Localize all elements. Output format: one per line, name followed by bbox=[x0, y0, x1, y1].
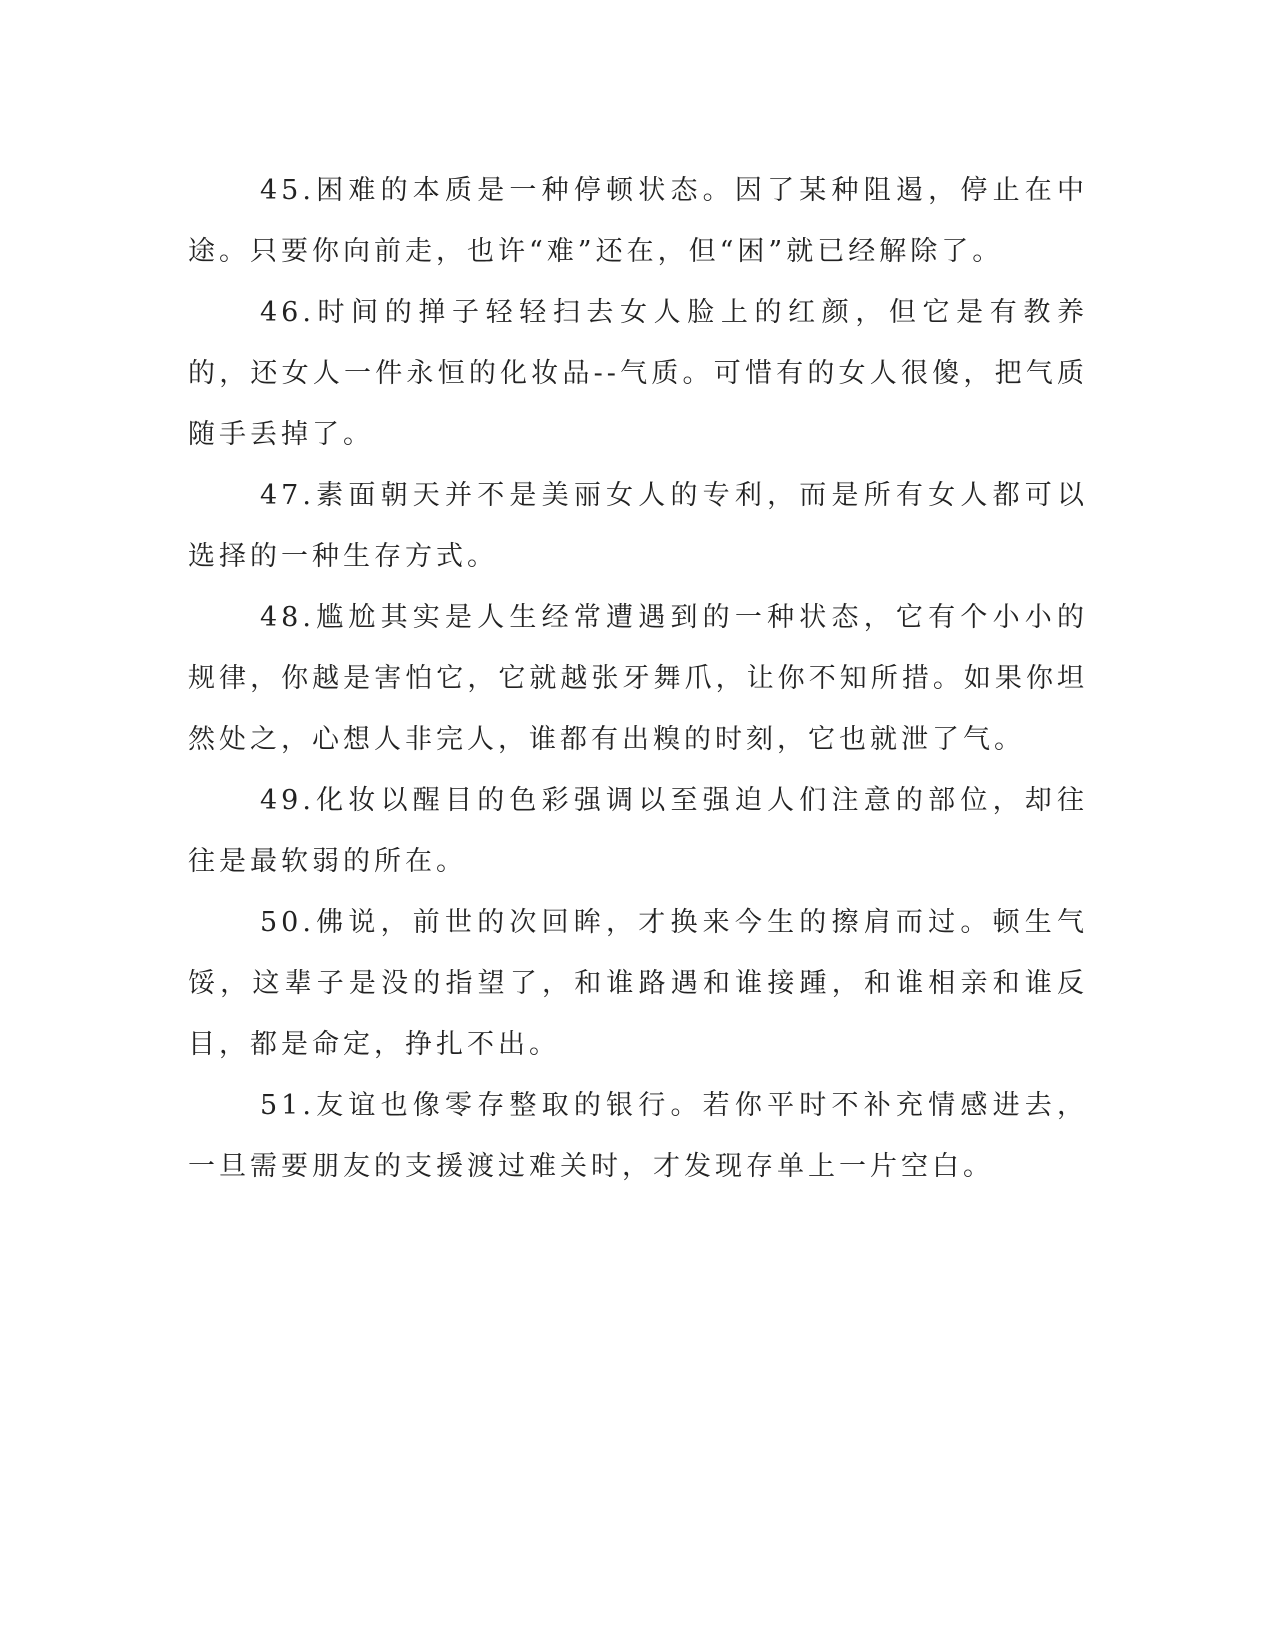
paragraph-50: 50.佛说，前世的次回眸，才换来今生的擦肩而过。顿生气馁，这辈子是没的指望了，和谁路遇和谁接踵，和谁相亲和谁反目，都是命定，挣扎不出。 bbox=[188, 907, 1088, 1060]
paragraph-51: 51.友谊也像零存整取的银行。若你平时不补充情感进去，一旦需要朋友的支援渡过难关时，才发现存单上一片空白。 bbox=[188, 1090, 1088, 1182]
paragraph-48: 48.尴尬其实是人生经常遭遇到的一种状态，它有个小小的规律，你越是害怕它，它就越张牙舞爪，让你不知所措。如果你坦然处之，心想人非完人，谁都有出糗的时刻，它也就泄了气。 bbox=[188, 602, 1088, 755]
document-body bbox=[188, 160, 1088, 1197]
paragraph-49: 49.化妆以醒目的色彩强调以至强迫人们注意的部位，却往往是最软弱的所在。 bbox=[188, 785, 1088, 877]
paragraph-47: 47.素面朝天并不是美丽女人的专利，而是所有女人都可以选择的一种生存方式。 bbox=[188, 480, 1088, 572]
paragraph-46: 46.时间的掸子轻轻扫去女人脸上的红颜，但它是有教养的，还女人一件永恒的化妆品--气质。可惜有的女人很傻，把气质随手丢掉了。 bbox=[188, 297, 1088, 450]
paragraph-45: 45.困难的本质是一种停顿状态。因了某种阻遏，停止在中途。只要你向前走，也许“难”还在，但“困”就已经解除了。 bbox=[188, 175, 1088, 267]
